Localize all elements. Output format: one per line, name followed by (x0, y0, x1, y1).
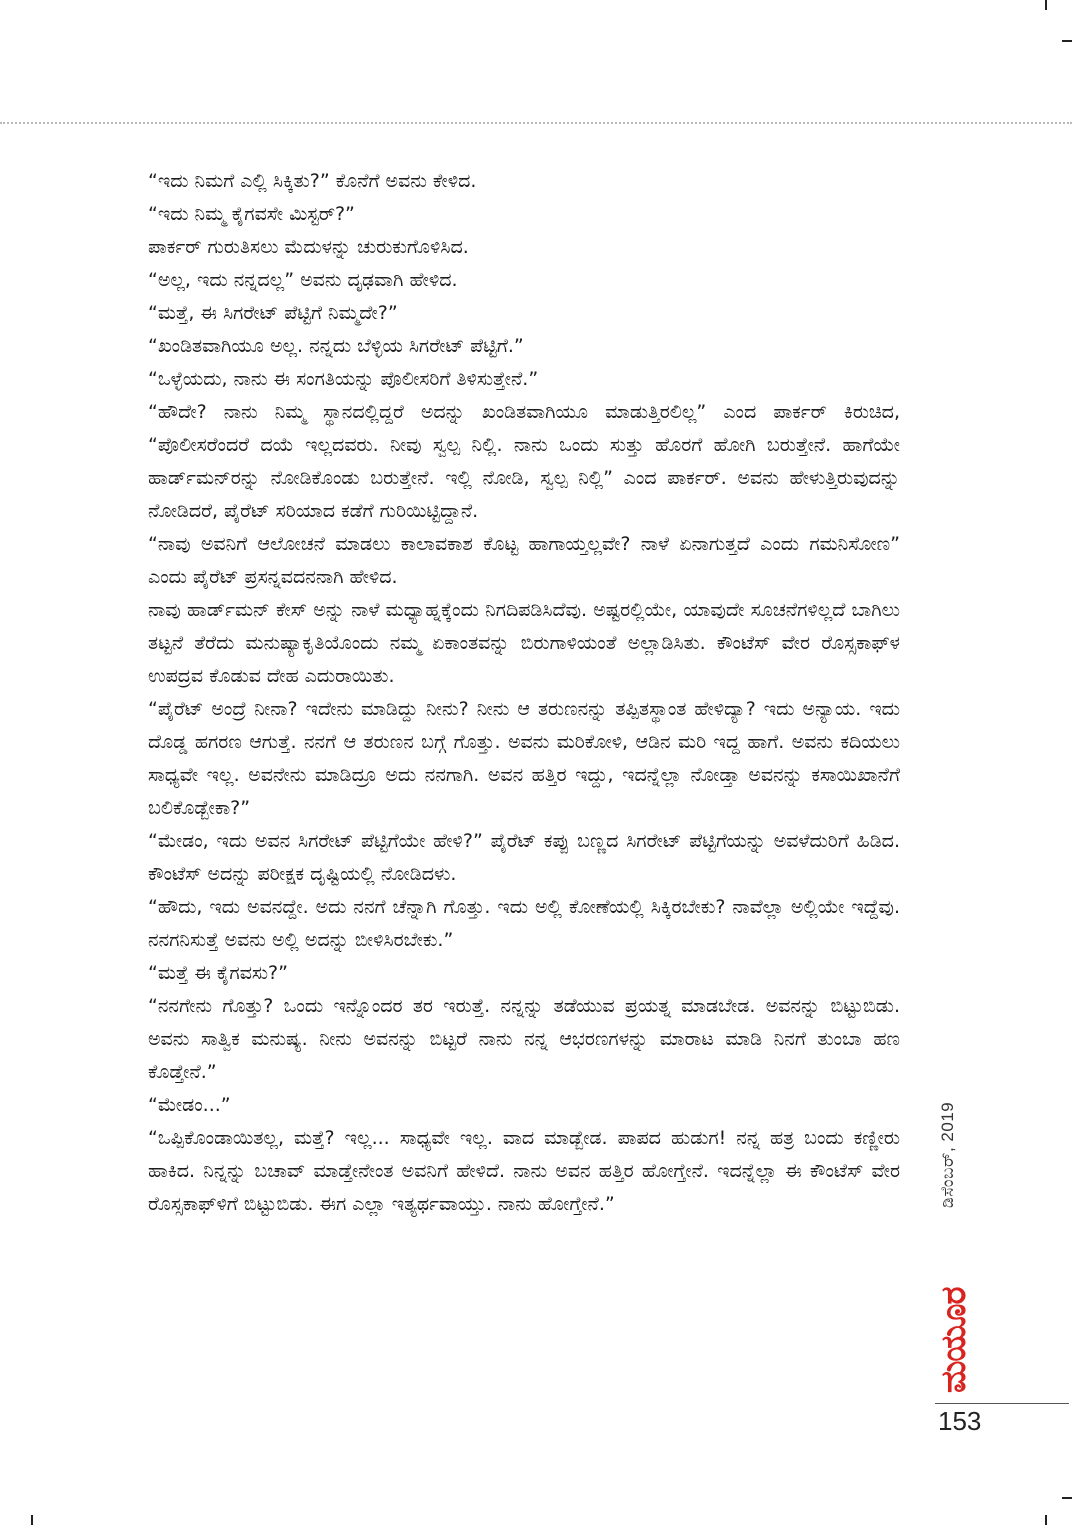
page-number: 153 (938, 1406, 982, 1436)
paragraph: “ನಾವು ಅವನಿಗೆ ಆಲೋಚನೆ ಮಾಡಲು ಕಾಲಾವಕಾಶ ಕೊಟ್ಟ ಹಾಗಾಯ್ತಲ್ಲವೇ? ನಾಳೆ ಏನಾಗುತ್ತದೆ ಎಂದು ಗಮನಿಸೋಣ” ಎಂದು ಪೈರೆಟ್ ಪ್ರಸನ್ನವದನನಾಗಿ ಹೇಳಿದ. (148, 533, 900, 588)
issue-date-vertical (936, 1088, 966, 1208)
crop-mark-top-right (1045, 0, 1047, 10)
paragraph: “ಹೌದೇ? ನಾನು ನಿಮ್ಮ ಸ್ಥಾನದಲ್ಲಿದ್ದರೆ ಅದನ್ನು ಖಂಡಿತವಾಗಿಯೂ ಮಾಡುತ್ತಿರಲಿಲ್ಲ” ಎಂದ ಪಾರ್ಕರ್ ಕಿರುಚಿದ, “ಪೊಲೀಸರೆಂದರೆ ದಯೆ ಇಲ್ಲದವರು. ನೀವು ಸ್ವಲ್ಪ ನಿಲ್ಲಿ. ನಾನು ಒಂದು ಸುತ್ತು ಹೊರಗೆ ಹೋಗಿ ಬರುತ್ತೇನೆ. ಹಾಗೆಯೇ ಹಾರ್ಡ್‌ಮನ್‌ರನ್ನು ನೋಡಿಕೊಂಡು ಬರುತ್ತೇನೆ. ಇಲ್ಲಿ ನೋಡಿ, ಸ್ವಲ್ಪ ನಿಲ್ಲಿ” ಎಂದ ಪಾರ್ಕರ್. ಅವನು ಹೇಳುತ್ತಿರುವುದನ್ನು ನೋಡಿದರೆ, ಪೈರೆಟ್ ಸರಿಯಾದ ಕಡೆಗೆ ಗುರಿಯಿಟ್ಟಿದ್ದಾನೆ. (148, 401, 900, 522)
magazine-logo-vertical (934, 1228, 974, 1393)
paragraph: “ಒಳ್ಳೆಯದು, ನಾನು ಈ ಸಂಗತಿಯನ್ನು ಪೊಲೀಸರಿಗೆ ತಿಳಿಸುತ್ತೇನೆ.” (148, 368, 539, 390)
paragraph: “ನನಗೇನು ಗೊತ್ತು? ಒಂದು ಇನ್ನೊಂದರ ತರ ಇರುತ್ತೆ. ನನ್ನನ್ನು ತಡೆಯುವ ಪ್ರಯತ್ನ ಮಾಡಬೇಡ. ಅವನನ್ನು ಬಿಟ್ಟುಬಿಡು. ಅವನು ಸಾತ್ವಿಕ ಮನುಷ್ಯ. ನೀನು ಅವನನ್ನು ಬಿಟ್ಟರೆ ನಾನು ನನ್ನ ಆಭರಣಗಳನ್ನು ಮಾರಾಟ ಮಾಡಿ ನಿನಗೆ ತುಂಬಾ ಹಣ ಕೊಡ್ತೇನೆ.” (148, 995, 900, 1083)
page-number-rule (935, 1403, 1069, 1404)
paragraph: “ಅಲ್ಲ, ಇದು ನನ್ನದಲ್ಲ” ಅವನು ದೃಢವಾಗಿ ಹೇಳಿದ. (148, 269, 458, 291)
paragraph: “ಮೇಡಂ...” (148, 1094, 231, 1116)
header-dotted-rule (0, 122, 1072, 124)
paragraph: “ಪೈರೆಟ್ ಅಂದ್ರೆ ನೀನಾ? ಇದೇನು ಮಾಡಿದ್ದು ನೀನು? ನೀನು ಆ ತರುಣನನ್ನು ತಪ್ಪಿತಸ್ಥಾಂತ ಹೇಳಿದ್ಯಾ? ಇದು ಅನ್ಯಾಯ. ಇದು ದೊಡ್ಡ ಹಗರಣ ಆಗುತ್ತೆ. ನನಗೆ ಆ ತರುಣನ ಬಗ್ಗೆ ಗೊತ್ತು. ಅವನು ಮರಿಕೋಳಿ, ಆಡಿನ ಮರಿ ಇದ್ದ ಹಾಗೆ. ಅವನು ಕದಿಯಲು ಸಾಧ್ಯವೇ ಇಲ್ಲ. ಅವನೇನು ಮಾಡಿದ್ರೂ ಅದು ನನಗಾಗಿ. ಅವನ ಹತ್ತಿರ ಇದ್ದು, ಇದನ್ನೆಲ್ಲಾ ನೋಡ್ತಾ ಅವನನ್ನು ಕಸಾಯಿಖಾನೆಗೆ ಬಲಿಕೊಡ್ಬೇಕಾ?” (148, 698, 900, 819)
paragraph: “ಮೇಡಂ, ಇದು ಅವನ ಸಿಗರೇಟ್ ಪೆಟ್ಟಿಗೆಯೇ ಹೇಳಿ?” ಪೈರೆಟ್ ಕಪ್ಪು ಬಣ್ಣದ ಸಿಗರೇಟ್ ಪೆಟ್ಟಿಗೆಯನ್ನು ಅವಳೆದುರಿಗೆ ಹಿಡಿದ. ಕೌಂಟೆಸ್ ಅದನ್ನು ಪರೀಕ್ಷಕ ದೃಷ್ಟಿಯಲ್ಲಿ ನೋಡಿದಳು. (148, 830, 900, 885)
magazine-logo: ಮಯೂರ (934, 1287, 974, 1393)
paragraph: “ಇದು ನಿಮ್ಮ ಕೈಗವಸೇ ಮಿಸ್ಟರ್?” (148, 203, 355, 225)
paragraph: “ಖಂಡಿತವಾಗಿಯೂ ಅಲ್ಲ. ನನ್ನದು ಬೆಳ್ಳಿಯ ಸಿಗರೇಟ್ ಪೆಟ್ಟಿಗೆ.” (148, 335, 524, 357)
story-body (148, 165, 900, 1221)
crop-mark-bottom-right (1045, 1515, 1047, 1525)
paragraph: “ಮತ್ತೆ ಈ ಕೈಗವಸು?” (148, 962, 288, 984)
paragraph: “ಒಪ್ಪಿಕೊಂಡಾಯಿತಲ್ಲ, ಮತ್ತೆ? ಇಲ್ಲ... ಸಾಧ್ಯವೇ ಇಲ್ಲ. ವಾದ ಮಾಡ್ಬೇಡ. ಪಾಪದ ಹುಡುಗ! ನನ್ನ ಹತ್ರ ಬಂದು ಕಣ್ಣೀರು ಹಾಕಿದ. ನಿನ್ನನ್ನು ಬಚಾವ್ ಮಾಡ್ತೇನೇಂತ ಅವನಿಗೆ ಹೇಳಿದೆ. ನಾನು ಅವನ ಹತ್ತಿರ ಹೋಗ್ತೇನೆ. ಇದನ್ನೆಲ್ಲಾ ಈ ಕೌಂಟೆಸ್ ವೇರ ರೊಸ್ಸಕಾಫ್‌ಳಿಗೆ ಬಿಟ್ಟುಬಿಡು. ಈಗ ಎಲ್ಲಾ ಇತ್ಯರ್ಥವಾಯ್ತು. ನಾನು ಹೋಗ್ತೇನೆ.” (148, 1127, 900, 1215)
crop-mark-right-upper (1062, 40, 1072, 42)
paragraph: ನಾವು ಹಾರ್ಡ್‌ಮನ್ ಕೇಸ್ ಅನ್ನು ನಾಳೆ ಮಧ್ಯಾಹ್ನಕ್ಕೆಂದು ನಿಗದಿಪಡಿಸಿದೆವು. ಅಷ್ಟರಲ್ಲಿಯೇ, ಯಾವುದೇ ಸೂಚನೆಗಳಿಲ್ಲದೆ ಬಾಗಿಲು ತಟ್ಟನೆ ತೆರೆದು ಮನುಷ್ಯಾಕೃತಿಯೊಂದು ನಮ್ಮ ಏಕಾಂತವನ್ನು ಬಿರುಗಾಳಿಯಂತೆ ಅಲ್ಲಾಡಿಸಿತು. ಕೌಂಟೆಸ್ ವೇರ ರೊಸ್ಸಕಾಫ್‌ಳ ಉಪದ್ರವ ಕೊಡುವ ದೇಹ ಎದುರಾಯಿತು. (148, 599, 900, 687)
paragraph: “ಹೌದು, ಇದು ಅವನದ್ದೇ. ಅದು ನನಗೆ ಚೆನ್ನಾಗಿ ಗೊತ್ತು. ಇದು ಅಲ್ಲಿ ಕೋಣೆಯಲ್ಲಿ ಸಿಕ್ಕಿರಬೇಕು? ನಾವೆಲ್ಲಾ ಅಲ್ಲಿಯೇ ಇದ್ದೆವು. ನನಗನಿಸುತ್ತೆ ಅವನು ಅಲ್ಲಿ ಅದನ್ನು ಬೀಳಿಸಿರಬೇಕು.” (148, 896, 900, 951)
issue-date: ಡಿಸೆಂಬರ್, 2019 (938, 1101, 957, 1208)
paragraph: “ಇದು ನಿಮಗೆ ಎಲ್ಲಿ ಸಿಕ್ಕಿತು?” ಕೊನೆಗೆ ಅವನು ಕೇಳಿದ. (148, 170, 477, 192)
paragraph: “ಮತ್ತೆ, ಈ ಸಿಗರೇಟ್ ಪೆಟ್ಟಿಗೆ ನಿಮ್ಮದೇ?” (148, 302, 398, 324)
crop-mark-bottom-left (31, 1515, 33, 1525)
crop-mark-right-lower (1062, 1497, 1072, 1499)
paragraph: ಪಾರ್ಕರ್ ಗುರುತಿಸಲು ಮೆದುಳನ್ನು ಚುರುಕುಗೊಳಿಸಿದ. (148, 236, 469, 258)
